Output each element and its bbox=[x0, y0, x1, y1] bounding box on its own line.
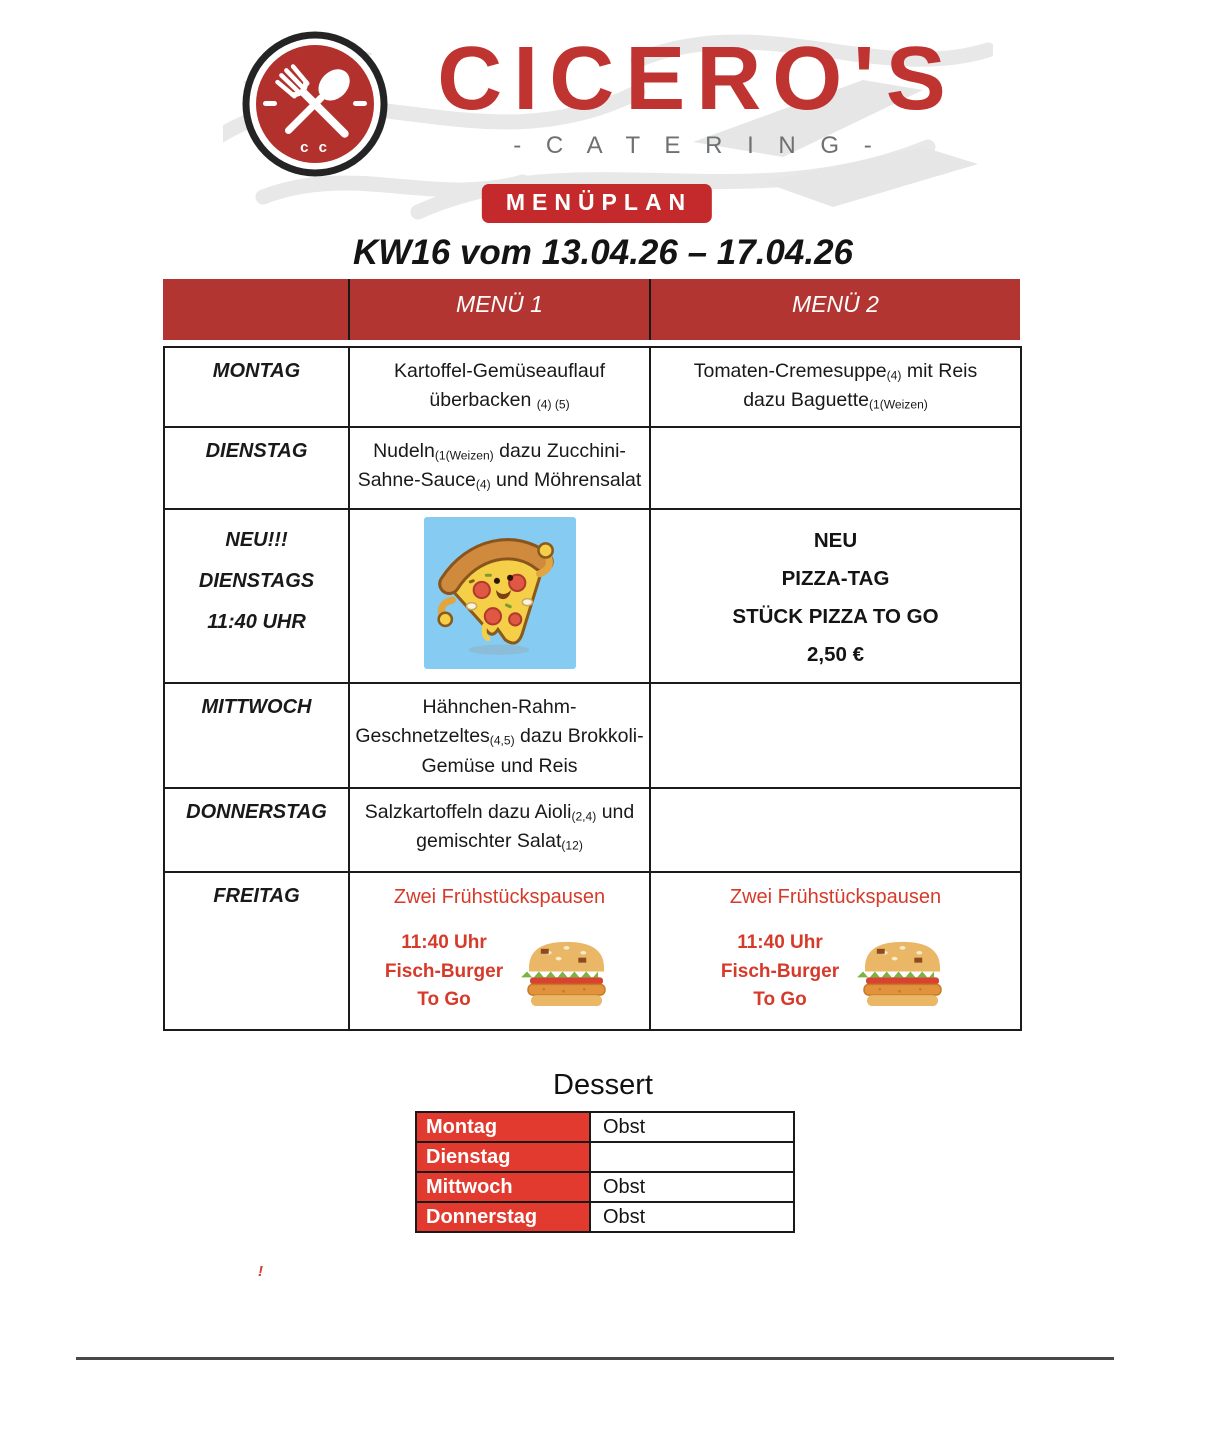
montag-menu1-text: Kartoffel-Gemüseauflauf überbacken $_{(4) (5)}$ bbox=[393, 360, 605, 412]
logo-monogram: c c bbox=[300, 139, 330, 156]
breakfast-togo: To Go bbox=[417, 989, 471, 1010]
dessert-row-mittwoch bbox=[416, 1172, 794, 1202]
fish-burger-icon bbox=[519, 935, 614, 1008]
weekly-menu-table bbox=[163, 279, 1020, 1031]
dessert-day-dienstag: Dienstag bbox=[416, 1142, 590, 1172]
row-pizza-special bbox=[164, 509, 1021, 683]
day-label-donnerstag: DONNERSTAG bbox=[164, 788, 349, 872]
fork-spoon-logo-icon bbox=[241, 30, 389, 178]
breakfast-time: 11:40 Uhr bbox=[401, 932, 487, 953]
col-header-menu2: MENÜ 2 bbox=[649, 279, 1020, 340]
pizza-day-line1: NEU!!! bbox=[225, 529, 288, 551]
pizza-image-cell bbox=[349, 509, 650, 683]
menu-table-header bbox=[163, 279, 1020, 340]
dessert-day-montag: Montag bbox=[416, 1112, 590, 1142]
dessert-title: Dessert bbox=[553, 1069, 653, 1101]
dessert-value-dienstag bbox=[590, 1142, 794, 1172]
row-freitag bbox=[164, 872, 1021, 1030]
day-label-mittwoch: MITTWOCH bbox=[164, 683, 349, 788]
fish-burger-icon bbox=[855, 935, 950, 1008]
day-label-dienstag: DIENSTAG bbox=[164, 427, 349, 509]
row-montag bbox=[164, 347, 1021, 427]
montag-menu2-cell bbox=[650, 347, 1021, 427]
dessert-row-donnerstag bbox=[416, 1202, 794, 1232]
breakfast-togo-2: To Go bbox=[753, 989, 807, 1010]
dessert-day-mittwoch: Mittwoch bbox=[416, 1172, 590, 1202]
freitag-menu2-cell bbox=[650, 872, 1021, 1030]
day-label-freitag: FREITAG bbox=[164, 872, 349, 1030]
pizza-day-cell bbox=[164, 509, 349, 683]
freitag-menu1-cell bbox=[349, 872, 650, 1030]
brand-name: CICERO'S bbox=[437, 29, 957, 129]
pizza-offer-price: 2,50 € bbox=[807, 642, 864, 666]
mittwoch-menu2-cell bbox=[650, 683, 1021, 788]
pizza-cartoon-icon bbox=[424, 517, 576, 669]
brand-text-block bbox=[421, 29, 973, 160]
mittwoch-menu1-text: Hähnchen-Rahm-Geschnetzeltes$_{(4,5)}$ dazu Brokkoli-Gemüse und Reis bbox=[355, 696, 644, 777]
donnerstag-menu1-text: Salzkartoffeln dazu Aioli$_{(2,4)}$ und gemischter Salat$_{(12)}$ bbox=[364, 801, 635, 853]
dessert-value-donnerstag: Obst bbox=[590, 1202, 794, 1232]
pizza-offer-line1: NEU bbox=[813, 529, 858, 552]
breakfast-item-2: Fisch-Burger bbox=[720, 960, 840, 982]
dienstag-menu1-cell bbox=[349, 427, 650, 509]
donnerstag-menu1-cell bbox=[349, 788, 650, 872]
montag-menu2-text: Tomaten-Cremesuppe$_{(4)}$ mit Reis dazu Baguette$_{(1(Weizen)}$ bbox=[693, 360, 978, 412]
dessert-value-montag: Obst bbox=[590, 1112, 794, 1142]
breakfast-item: Fisch-Burger bbox=[384, 960, 504, 982]
dessert-row-dienstag bbox=[416, 1142, 794, 1172]
dienstag-menu2-cell bbox=[650, 427, 1021, 509]
day-label-montag: MONTAG bbox=[164, 347, 349, 427]
pizza-day-line2: DIENSTAGS bbox=[198, 570, 315, 592]
dessert-value-mittwoch: Obst bbox=[590, 1172, 794, 1202]
montag-menu1-cell bbox=[349, 347, 650, 427]
brand-subtitle: - C A T E R I N G - bbox=[513, 131, 881, 159]
dessert-row-montag bbox=[416, 1112, 794, 1142]
row-dienstag bbox=[164, 427, 1021, 509]
brand-header bbox=[233, 22, 978, 237]
mittwoch-menu1-cell bbox=[349, 683, 650, 788]
bottom-rule bbox=[76, 1357, 1114, 1360]
footnote-exclamation: ! bbox=[258, 1263, 263, 1280]
donnerstag-menu2-cell bbox=[650, 788, 1021, 872]
week-title: KW16 vom 13.04.26 – 17.04.26 bbox=[352, 233, 854, 272]
col-header-day bbox=[163, 279, 348, 340]
row-donnerstag bbox=[164, 788, 1021, 872]
pizza-offer-line3: STÜCK PIZZA TO GO bbox=[732, 604, 939, 628]
menuplan-badge: MENÜPLAN bbox=[482, 184, 712, 223]
row-mittwoch bbox=[164, 683, 1021, 788]
pizza-offer-cell bbox=[650, 509, 1021, 683]
pizza-day-line3: 11:40 UHR bbox=[207, 611, 306, 633]
col-header-menu1: MENÜ 1 bbox=[348, 279, 649, 340]
breakfast-time-2: 11:40 Uhr bbox=[737, 932, 823, 953]
dessert-table bbox=[415, 1111, 795, 1233]
dienstag-menu1-text: Nudeln$_{(1(Weizen)}$ dazu Zucchini-Sahne-Sauce$_{(4)}$ und Möhrensalat bbox=[357, 440, 642, 492]
dessert-day-donnerstag: Donnerstag bbox=[416, 1202, 590, 1232]
pizza-offer-line2: PIZZA-TAG bbox=[781, 566, 890, 590]
breakfast-note: Zwei Frühstückspausen bbox=[393, 886, 606, 908]
breakfast-note-2: Zwei Frühstückspausen bbox=[729, 886, 942, 908]
